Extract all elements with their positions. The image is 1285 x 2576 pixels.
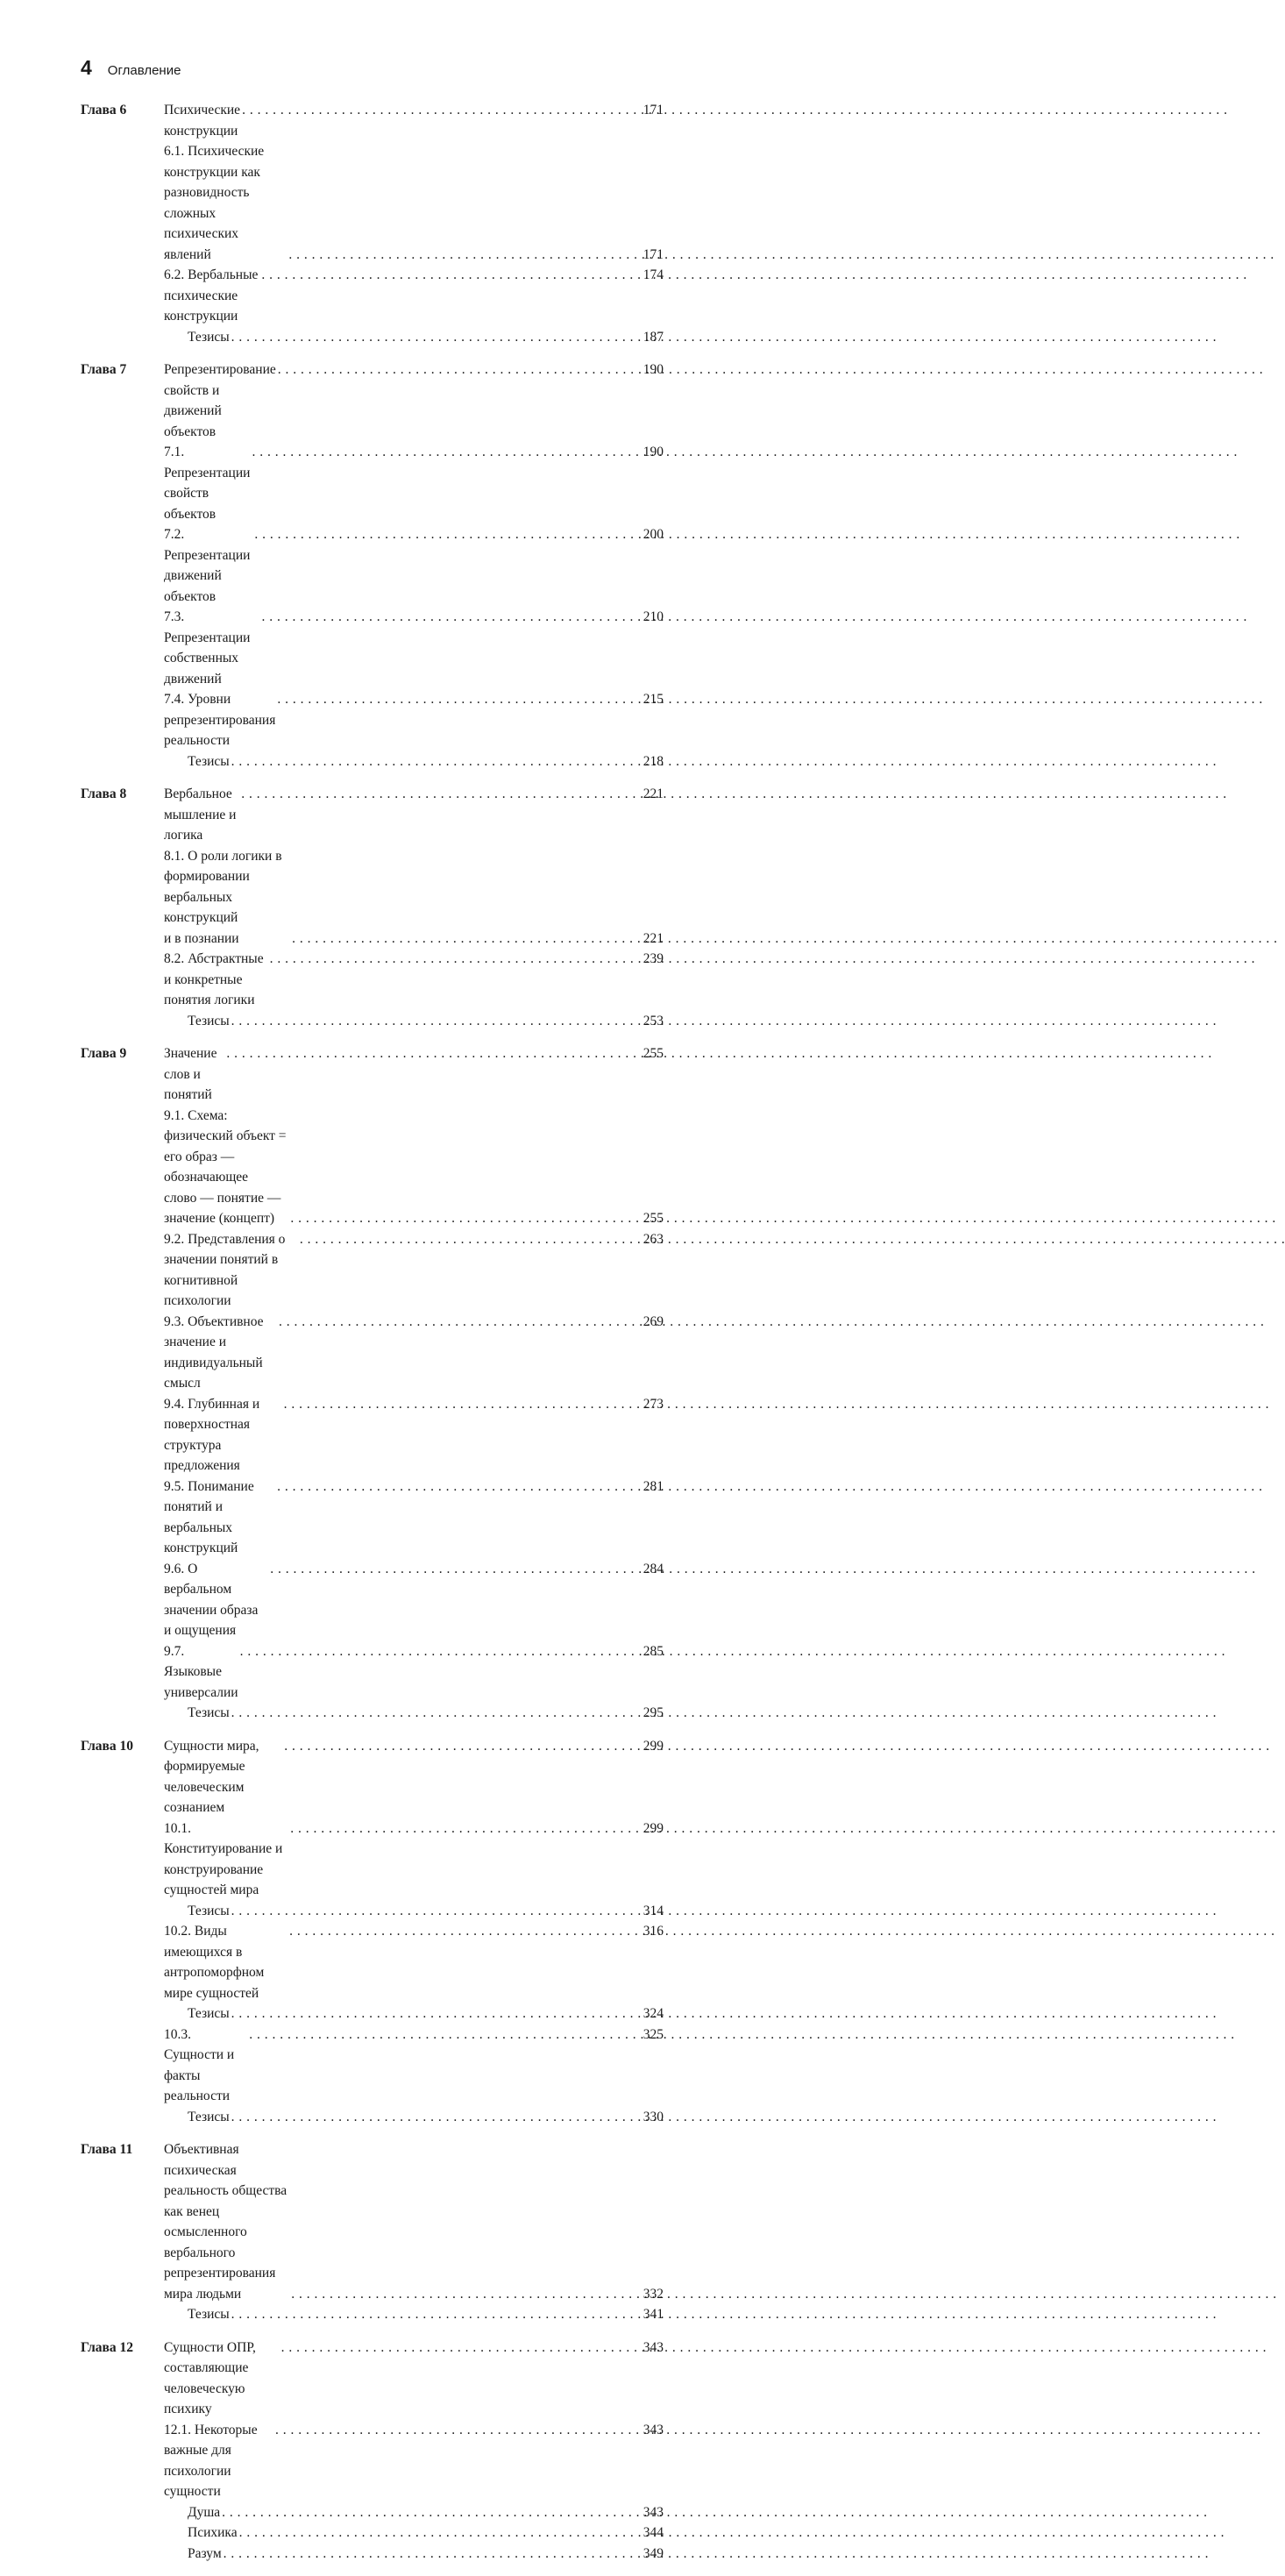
dot-leader: [241, 784, 642, 805]
dot-leader: [279, 1312, 642, 1333]
toc-entry[interactable]: [164, 524, 664, 607]
dot-leader: [289, 1921, 642, 1942]
dot-leader: [231, 1011, 642, 1032]
entry-title: 9.3. Объективное значение и индивидуальный смысл: [164, 1313, 264, 1391]
entry-page-number: 285: [642, 1643, 664, 1659]
dot-leader: [231, 2003, 642, 2025]
entry-title: Тезисы: [188, 1013, 230, 1028]
entry-title: Тезисы: [188, 2109, 230, 2124]
dot-leader: [222, 2502, 642, 2523]
entry-title: 10.1. Конституирование и конструирование сущностей мира: [164, 1820, 283, 1897]
entry-title: Тезисы: [188, 2307, 230, 2322]
toc-entry[interactable]: [164, 751, 664, 772]
dot-leader: [275, 2420, 642, 2441]
dot-leader: [249, 2025, 642, 2046]
entry-page-number: 324: [642, 2006, 664, 2021]
entry-title: Репрезентирование свойств и движений объектов: [164, 362, 276, 439]
dot-leader: [284, 1736, 641, 1757]
entry-page-number: 343: [642, 2339, 664, 2355]
dot-leader: [254, 524, 641, 545]
toc-chapter: [81, 1043, 664, 1724]
toc-entry[interactable]: [164, 265, 664, 327]
dot-leader: [261, 607, 641, 628]
entry-page-number: 299: [642, 1738, 664, 1754]
dot-leader: [226, 1043, 641, 1064]
toc-entry[interactable]: [164, 1901, 664, 1922]
entry-title: Объективная психическая реальность общества как венец осмысленного вербального репрезентирования мира людьми: [164, 2142, 288, 2302]
entry-title: 9.7. Языковые универсалии: [164, 1643, 238, 1700]
entry-page-number: 215: [642, 692, 664, 707]
entry-title: Психика: [188, 2525, 238, 2540]
entry-page-number: 221: [642, 786, 664, 801]
entry-page-number: 269: [642, 1313, 664, 1329]
chapter-entries: [164, 2139, 664, 2325]
toc-chapter: [81, 2139, 664, 2325]
dot-leader: [231, 327, 642, 348]
entry-title: 9.5. Понимание понятий и вербальных конструкций: [164, 1478, 254, 1555]
entry-page-number: 299: [642, 1820, 664, 1836]
dot-leader: [224, 2544, 642, 2565]
dot-leader: [239, 2523, 642, 2544]
toc-entry[interactable]: [164, 141, 664, 265]
chapter-entries: [164, 784, 664, 1031]
chapter-label: Глава 9: [81, 1046, 127, 1061]
entry-title: 9.6. О вербальном значении образа и ощущения: [164, 1561, 259, 1638]
toc-entry[interactable]: [164, 1106, 664, 1229]
entry-title: 9.1. Схема: физический объект = его образ — обозначающее слово — понятие — значение (концепт): [164, 1107, 287, 1226]
entry-page-number: 239: [642, 951, 664, 966]
dot-leader: [277, 689, 641, 710]
entry-title: Тезисы: [188, 753, 230, 769]
entry-title: 7.1. Репрезентации свойств объектов: [164, 445, 251, 522]
dot-leader: [231, 2304, 642, 2325]
entry-page-number: 341: [642, 2307, 664, 2322]
toc-entry[interactable]: [164, 100, 664, 141]
entry-page-number: 330: [642, 2109, 664, 2124]
toc-entry[interactable]: [164, 689, 664, 751]
entry-title: Тезисы: [188, 1705, 230, 1720]
chapter-entries: [164, 100, 664, 347]
entry-title: 9.2. Представления о значении понятий в когнитивной психологии: [164, 1231, 286, 1308]
page-header: [81, 56, 181, 82]
entry-page-number: 295: [642, 1705, 664, 1720]
toc-entry[interactable]: [164, 359, 664, 442]
entry-title: 12.1. Некоторые важные для психологии сущности: [164, 2422, 258, 2499]
chapter-entries: [164, 1043, 664, 1724]
toc-entry[interactable]: [164, 1394, 664, 1477]
dot-leader: [292, 929, 642, 950]
toc-chapter: [81, 1736, 664, 2128]
toc-entry[interactable]: [164, 1559, 664, 1641]
dot-leader: [278, 359, 642, 381]
entry-title: Психические конструкции: [164, 103, 241, 139]
dot-leader: [242, 100, 642, 121]
toc-entry[interactable]: [164, 1818, 664, 1901]
entry-title: 8.1. О роли логики в формировании вербальных конструкций и в познании: [164, 848, 282, 946]
chapter-entries: [164, 2338, 664, 2565]
dot-leader: [261, 265, 641, 286]
entry-title: Сущности мира, формируемые человеческим сознанием: [164, 1738, 259, 1815]
entry-page-number: 273: [642, 1396, 664, 1412]
chapter-label: Глава 7: [81, 362, 127, 377]
entry-title: Вербальное мышление и логика: [164, 786, 237, 843]
chapter-label: Глава 6: [81, 103, 127, 117]
dot-leader: [240, 1641, 642, 1662]
toc-entry[interactable]: [164, 1921, 664, 2003]
toc-entry[interactable]: [164, 2502, 664, 2523]
entry-page-number: 255: [642, 1211, 664, 1226]
toc-entry[interactable]: [164, 442, 664, 524]
entry-page-number: 200: [642, 527, 664, 542]
entry-title: Сущности ОПР, составляющие человеческую психику: [164, 2339, 256, 2416]
entry-page-number: 187: [642, 329, 664, 345]
dot-leader: [270, 1559, 642, 1580]
toc-entry[interactable]: [164, 949, 664, 1011]
entry-page-number: 332: [642, 2286, 664, 2302]
entry-page-number: 218: [642, 753, 664, 769]
toc-entry[interactable]: [164, 327, 664, 348]
toc-entry[interactable]: [164, 2304, 664, 2325]
dot-leader: [281, 2338, 642, 2359]
dot-leader: [277, 1477, 642, 1498]
dot-leader: [291, 2284, 641, 2305]
toc-entry[interactable]: [164, 1011, 664, 1032]
entry-title: 7.2. Репрезентации движений объектов: [164, 527, 251, 604]
toc-entry[interactable]: [164, 2139, 664, 2304]
entry-page-number: 325: [642, 2026, 664, 2042]
dot-leader: [290, 1208, 641, 1229]
entry-page-number: 343: [642, 2504, 664, 2520]
chapter-label: Глава 8: [81, 786, 127, 801]
entry-title: 9.4. Глубинная и поверхностная структура предложения: [164, 1396, 260, 1473]
entry-title: Тезисы: [188, 1903, 230, 1918]
toc-entry[interactable]: [164, 607, 664, 689]
entry-page-number: 253: [642, 1013, 664, 1028]
entry-page-number: 221: [642, 930, 664, 946]
table-of-contents: [81, 100, 664, 2576]
chapter-entries: [164, 359, 664, 772]
toc-entry[interactable]: [164, 1641, 664, 1704]
toc-chapter: [81, 100, 664, 347]
entry-title: Тезисы: [188, 2006, 230, 2021]
toc-chapter: [81, 784, 664, 1031]
entry-page-number: 281: [642, 1478, 664, 1494]
dot-leader: [290, 1818, 642, 1839]
entry-page-number: 190: [642, 445, 664, 459]
entry-page-number: 190: [642, 362, 664, 377]
toc-entry[interactable]: [164, 2003, 664, 2025]
entry-page-number: 314: [642, 1903, 664, 1918]
dot-leader: [231, 1901, 642, 1922]
entry-title: 6.2. Вербальные психические конструкции: [164, 267, 259, 324]
toc-entry[interactable]: [164, 2025, 664, 2107]
toc-entry[interactable]: [164, 846, 664, 950]
toc-entry[interactable]: [164, 1477, 664, 1559]
entry-title: Значение слов и понятий: [164, 1046, 217, 1102]
toc-entry[interactable]: [164, 1043, 664, 1106]
chapter-label: Глава 12: [81, 2339, 134, 2355]
entry-title: 10.3. Сущности и факты реальности: [164, 2026, 235, 2103]
dot-leader: [231, 751, 642, 772]
entry-title: 7.3. Репрезентации собственных движений: [164, 609, 251, 687]
toc-chapter: [81, 2338, 664, 2565]
running-title: Оглавление: [107, 63, 181, 78]
entry-page-number: 284: [642, 1561, 664, 1576]
chapter-label: Глава 11: [81, 2142, 133, 2157]
dot-leader: [300, 1229, 642, 1250]
entry-page-number: 349: [642, 2545, 664, 2561]
dot-leader: [231, 1703, 642, 1724]
toc-entry[interactable]: [164, 2523, 664, 2544]
toc-entry[interactable]: [164, 1736, 664, 1818]
entry-page-number: 344: [642, 2525, 664, 2540]
entry-title: 10.2. Виды имеющихся в антропоморфном мире сущностей: [164, 1924, 265, 2001]
entry-title: Душа: [188, 2504, 221, 2520]
entry-page-number: 174: [642, 267, 664, 282]
page-number: 4: [81, 56, 92, 79]
toc-entry[interactable]: [164, 2420, 664, 2502]
dot-leader: [270, 949, 642, 970]
toc-entry[interactable]: [164, 2338, 664, 2420]
toc-entry[interactable]: [164, 2107, 664, 2128]
toc-entry[interactable]: [164, 784, 664, 846]
entry-page-number: 171: [642, 103, 664, 117]
entry-page-number: 343: [642, 2422, 664, 2437]
entry-title: 7.4. Уровни репрезентирования реальности: [164, 692, 276, 748]
dot-leader: [231, 2107, 642, 2128]
entry-page-number: 171: [642, 246, 664, 262]
toc-chapter: [81, 359, 664, 772]
entry-page-number: 255: [642, 1046, 664, 1061]
entry-title: 8.2. Абстрактные и конкретные понятия логики: [164, 951, 264, 1007]
entry-page-number: 263: [642, 1231, 664, 1247]
dot-leader: [288, 245, 641, 266]
toc-entry[interactable]: [164, 2544, 664, 2565]
dot-leader: [252, 442, 641, 463]
entry-page-number: 316: [642, 1924, 664, 1939]
chapter-entries: [164, 1736, 664, 2128]
entry-title: Тезисы: [188, 329, 230, 345]
dot-leader: [284, 1394, 642, 1415]
toc-entry[interactable]: [164, 1229, 664, 1312]
chapter-label: Глава 10: [81, 1738, 134, 1754]
entry-title: 6.1. Психические конструкции как разновидность сложных психических явлений: [164, 144, 265, 262]
toc-entry[interactable]: [164, 1703, 664, 1724]
entry-title: Разум: [188, 2545, 222, 2561]
entry-page-number: 210: [642, 609, 664, 624]
toc-entry[interactable]: [164, 1312, 664, 1394]
